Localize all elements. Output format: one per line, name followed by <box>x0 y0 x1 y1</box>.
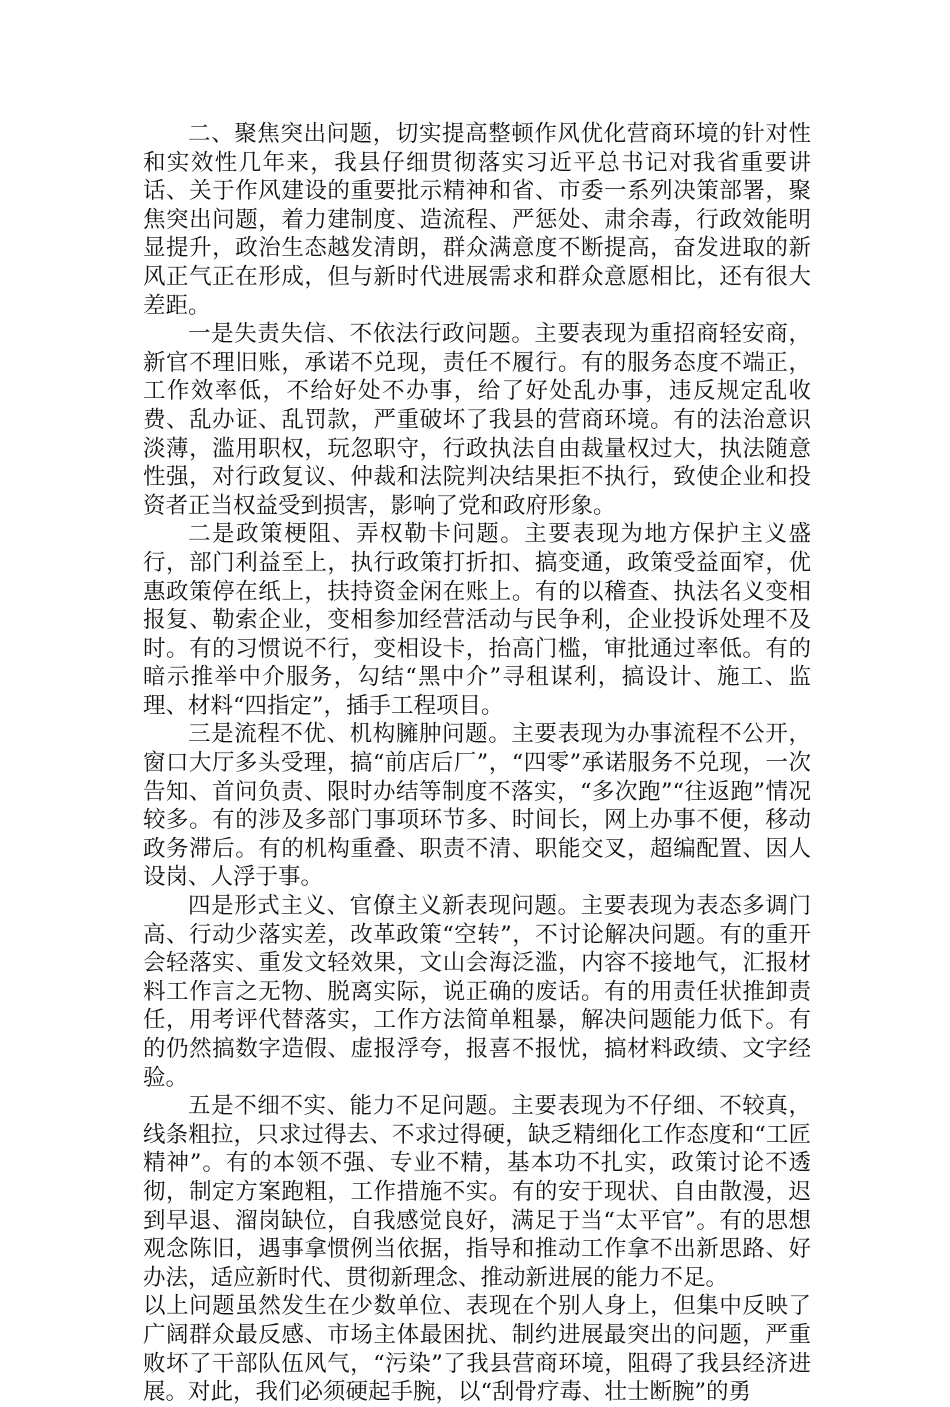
paragraph-problem-four: 四是形式主义、官僚主义新表现问题。主要表现为表态多调门高、行动少落实差，改革政策“空转”，不讨论解决问题。有的重开会轻落实、重发文轻效果，文山会海泛滥，内容不接地气，汇报材料工作言之无物、脱离实际，说正确的废话。有的用责任状推卸责任，用考评代替落实，工作方法简单粗暴，解决问题能力低下。有的仍然搞数字造假、虚报浮夸，报喜不报忧，搞材料政绩、文字经验。 <box>143 893 811 1091</box>
paragraph-focus-problems: 二、聚焦突出问题，切实提高整顿作风优化营商环境的针对性和实效性几年来，我县仔细贯彻落实习近平总书记对我省重要讲话、关于作风建设的重要批示精神和省、市委一系列决策部署，聚焦突出问题，着力建制度、造流程、严惩处、肃余毒，行政效能明显提升，政治生态越发清朗，群众满意度不断提高，奋发进取的新风正气正在形成，但与新时代进展需求和群众意愿相比，还有很大差距。 <box>143 121 811 319</box>
document-body <box>143 120 811 1407</box>
paragraph-summary: 以上问题虽然发生在少数单位、表现在个别人身上，但集中反映了广阔群众最反感、市场主体最困扰、制约进展最突出的问题，严重败坏了干部队伍风气，“污染”了我县营商环境，阻碍了我县经济进展。对此，我们必须硬起手腕，以“刮骨疗毒、壮士断腕”的勇 <box>143 1293 811 1406</box>
paragraph-problem-three: 三是流程不优、机构臃肿问题。主要表现为办事流程不公开，窗口大厅多头受理，搞“前店后厂”，“四零”承诺服务不兑现，一次告知、首问负责、限时办结等制度不落实，“多次跑”“往返跑”情况较多。有的涉及多部门事项环节多、时间长，网上办事不便，移动政务滞后。有的机构重叠、职责不清、职能交叉，超编配置、因人设岗、人浮于事。 <box>143 721 811 891</box>
paragraph-problem-five: 五是不细不实、能力不足问题。主要表现为不仔细、不较真，线条粗拉，只求过得去、不求过得硬，缺乏精细化工作态度和“工匠精神”。有的本领不强、专业不精，基本功不扎实，政策讨论不透彻，制定方案跑粗，工作措施不实。有的安于现状、自由散漫，迟到早退、溜岗缺位，自我感觉良好，满足于当“太平官”。有的思想观念陈旧，遇事拿惯例当依据，指导和推动工作拿不出新思路、好办法，适应新时代、贯彻新理念、推动新进展的能力不足。 <box>143 1093 811 1291</box>
paragraph-problem-one: 一是失责失信、不依法行政问题。主要表现为重招商轻安商，新官不理旧账，承诺不兑现，责任不履行。有的服务态度不端正，工作效率低，不给好处不办事，给了好处乱办事，违反规定乱收费、乱办证、乱罚款，严重破坏了我县的营商环境。有的法治意识淡薄，滥用职权，玩忽职守，行政执法自由裁量权过大，执法随意性强，对行政复议、仲裁和法院判决结果拒不执行，致使企业和投资者正当权益受到损害，影响了党和政府形象。 <box>143 321 811 519</box>
paragraph-problem-two: 二是政策梗阻、弄权勒卡问题。主要表现为地方保护主义盛行，部门利益至上，执行政策打折扣、搞变通，政策受益面窄，优惠政策停在纸上，扶持资金闲在账上。有的以稽查、执法名义变相报复、勒索企业，变相参加经营活动与民争利，企业投诉处理不及时。有的习惯说不行，变相设卡，抬高门槛，审批通过率低。有的暗示推举中介服务，勾结“黑中介”寻租谋利，搞设计、施工、监理、材料“四指定”，插手工程项目。 <box>143 521 811 719</box>
